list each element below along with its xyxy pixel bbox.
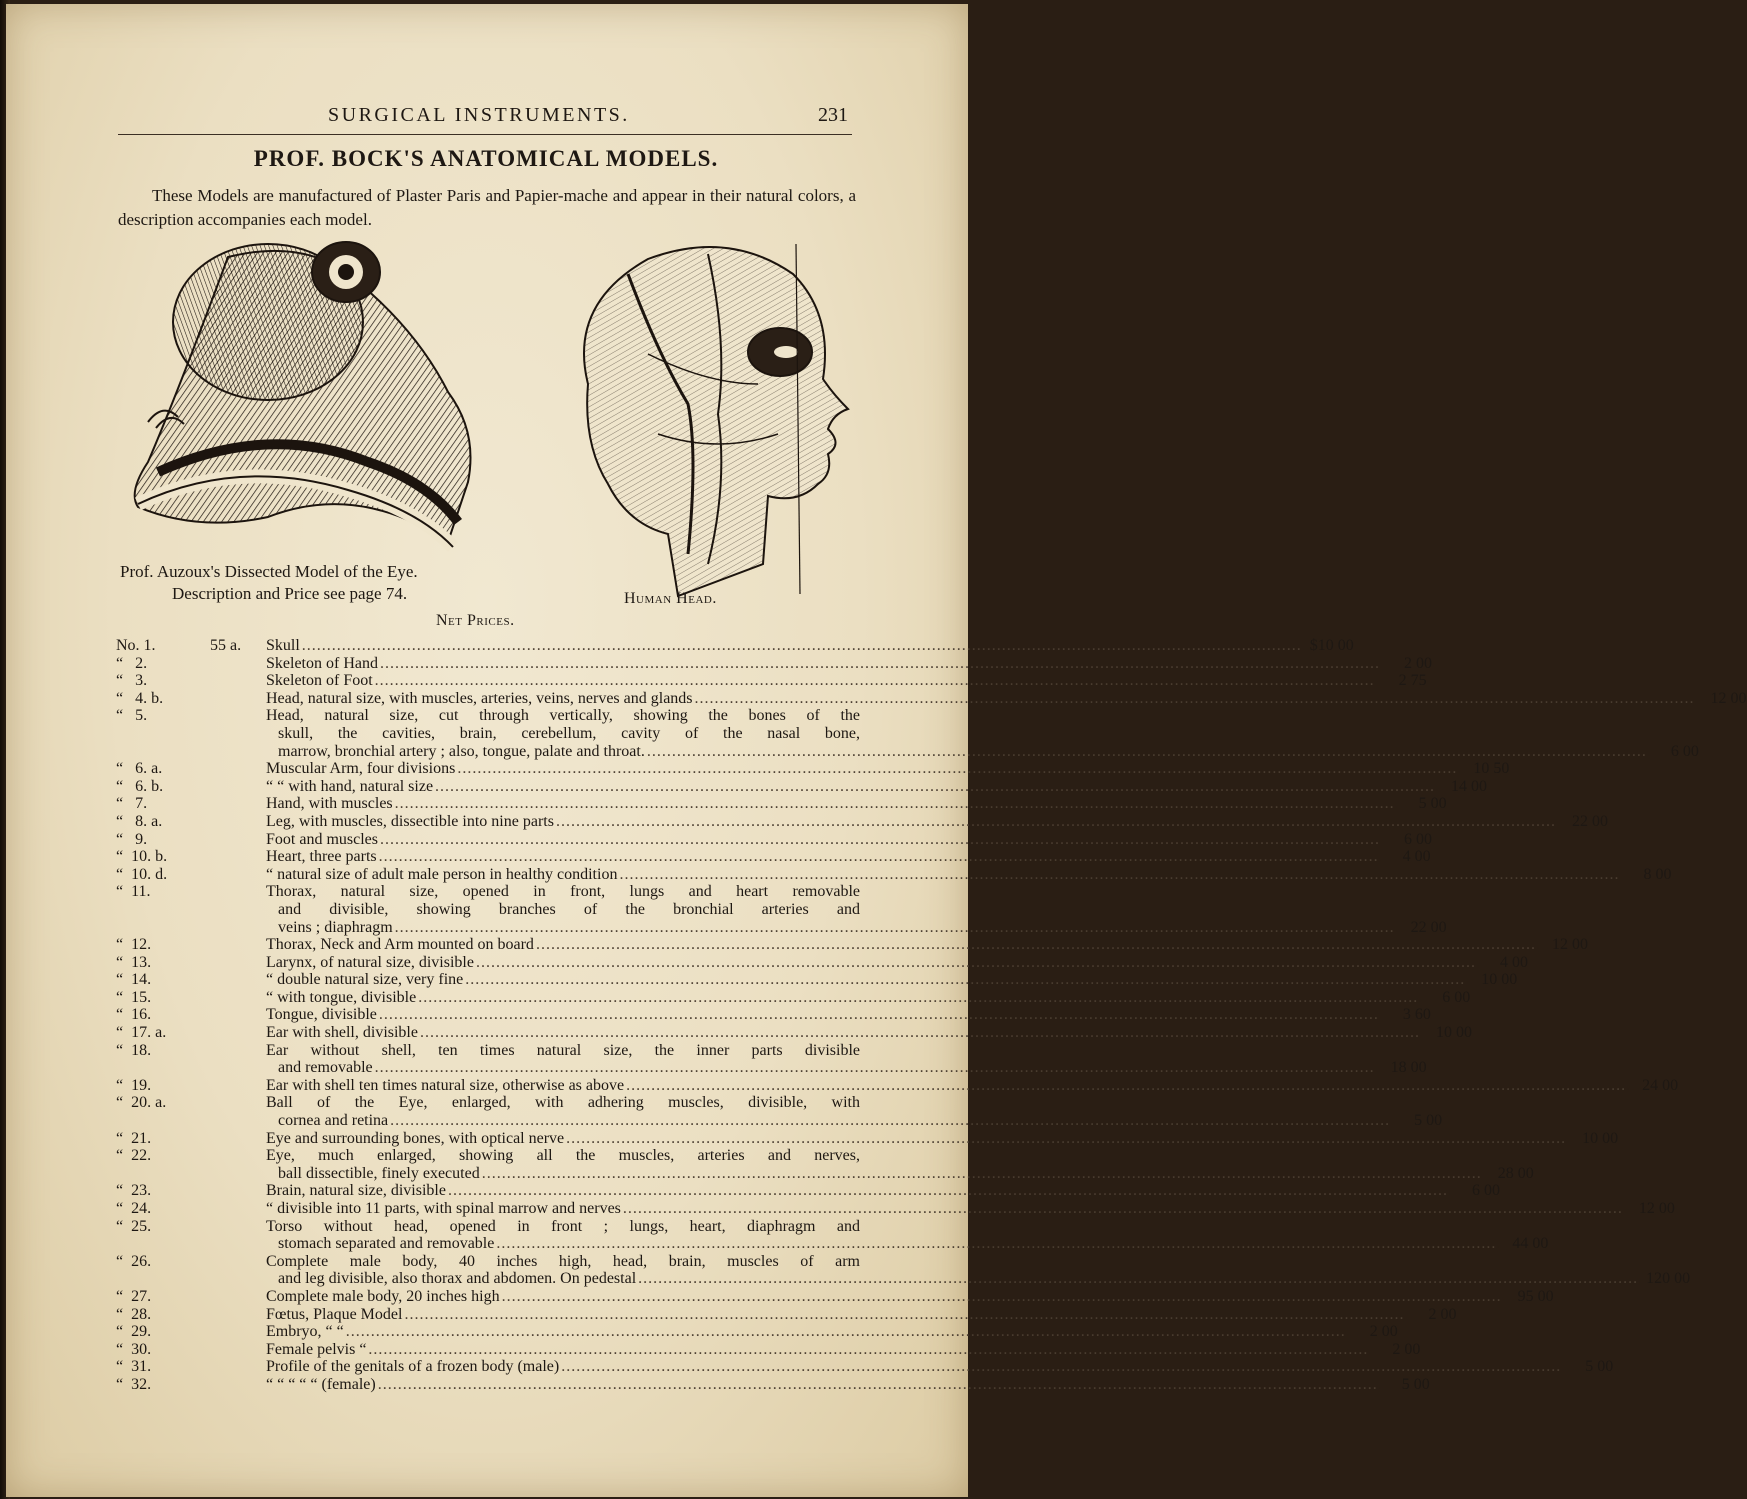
entry-number: No. 1. (116, 637, 156, 654)
entry-number: “ 32. (116, 1375, 152, 1393)
entry-number: “ 11. (116, 883, 151, 901)
entry-description: Brain, natural size, divisible (266, 1182, 446, 1200)
entry-price: 2 00 (1392, 1340, 1421, 1358)
entry-description: and divisible, showing branches of the bronchial arteries and (278, 900, 860, 918)
price-entry (116, 953, 1528, 972)
entry-price: $10 00 (1309, 637, 1354, 654)
dot-leader (465, 971, 1465, 989)
price-entry (116, 1006, 1431, 1024)
price-entry (116, 672, 1427, 690)
price-entry (116, 1323, 1398, 1341)
entry-number: “ 20. a. (116, 1094, 167, 1112)
price-entry (116, 830, 1432, 849)
dot-leader (566, 1130, 1566, 1148)
entry-description: Complete male body, 20 inches high (266, 1287, 500, 1305)
eye-caption-line-1: Prof. Auzoux's Dissected Model of the Eye. (120, 562, 418, 581)
entry-price: 12 00 (1551, 936, 1588, 954)
entry-price: 10 00 (1582, 1129, 1619, 1147)
dot-leader (404, 1306, 1404, 1324)
entry-price: 22 00 (1410, 918, 1447, 936)
entry-description: and removable (278, 1059, 373, 1077)
entry-description: Eye, much enlarged, showing all the muscles, arteries and nerves, (266, 1147, 860, 1165)
entry-description: Embryo, “ “ (266, 1323, 344, 1341)
dot-leader (346, 1323, 1346, 1341)
entry-price: 5 00 (1414, 1112, 1443, 1130)
dot-leader (638, 1270, 1638, 1288)
price-entry (116, 1375, 1430, 1394)
entry-number: “ 2. (116, 654, 148, 672)
price-entry (116, 795, 1447, 813)
entry-price: 18 00 (1390, 1059, 1427, 1077)
entry-price: 10 00 (1435, 1024, 1472, 1042)
entry-price: 12 00 (1638, 1200, 1675, 1217)
entry-price: 6 00 (1404, 830, 1432, 848)
dot-leader (418, 989, 1418, 1007)
dot-leader (695, 690, 1695, 708)
entry-number: “ 23. (116, 1182, 152, 1200)
entry-number: “ 10. d. (116, 865, 168, 883)
entry-number: “ 7. (116, 795, 148, 813)
entry-number: “ 10. b. (116, 848, 168, 866)
dot-leader (375, 1059, 1375, 1077)
entry-price: 14 00 (1451, 777, 1488, 795)
entry-description: cornea and retina (278, 1112, 389, 1130)
header-rule (118, 134, 852, 135)
entry-price: 3 60 (1402, 1006, 1431, 1024)
dot-leader (502, 1288, 1502, 1306)
entry-price: 6 00 (1670, 742, 1699, 760)
price-entry (116, 689, 1747, 708)
entry-number: “ 29. (116, 1323, 152, 1341)
price-entry (116, 654, 1432, 673)
entry-description: Thorax, natural size, opened in front, lungs and heart removable (266, 883, 860, 901)
entry-number: “ 5. (116, 707, 148, 725)
entry-number: “ 19. (116, 1076, 152, 1094)
entry-number: “ 26. (116, 1252, 152, 1270)
entry-number: “ 21. (116, 1129, 152, 1147)
price-entry (116, 883, 1447, 936)
dot-leader (378, 1376, 1378, 1394)
page-number: 231 (818, 104, 848, 126)
entry-description: “ “ “ “ “ (female) (266, 1375, 376, 1393)
dot-leader (435, 778, 1435, 796)
entry-number: “ 15. (116, 988, 152, 1006)
dot-leader (368, 1341, 1368, 1359)
entry-description: “ natural size of adult male person in healthy condition (266, 865, 618, 883)
running-head-title: SURGICAL INSTRUMENTS. (328, 104, 630, 126)
entry-price: 120 00 (1646, 1270, 1691, 1288)
human-head-illustration (558, 234, 860, 596)
entry-description: ball dissectible, finely executed (278, 1164, 480, 1182)
entry-price: 5 00 (1401, 1375, 1430, 1393)
dot-leader (647, 743, 1647, 761)
dot-leader (380, 831, 1380, 849)
entry-price: 24 00 (1642, 1076, 1679, 1094)
price-entry (116, 1094, 1443, 1130)
entry-number: “ 8. a. (116, 812, 163, 830)
entry-number: “ 16. (116, 1006, 152, 1024)
entry-number: “ 25. (116, 1217, 152, 1235)
dot-leader (395, 795, 1395, 813)
entry-price: 4 00 (1499, 953, 1528, 971)
entry-description: “ “ with hand, natural size (266, 777, 434, 795)
dot-leader (390, 1112, 1390, 1130)
price-entry (116, 707, 1699, 760)
entry-price: 10 00 (1481, 971, 1518, 989)
entry-price: 5 00 (1418, 795, 1447, 813)
entry-description: and leg divisible, also thorax and abdomen. On pedestal (278, 1270, 637, 1288)
net-prices-heading: Net Prices. (436, 612, 515, 629)
entry-number: “ 18. (116, 1041, 152, 1059)
entry-description: “ double natural size, very fine (266, 971, 464, 989)
dot-leader (375, 672, 1375, 690)
entry-price: 5 00 (1585, 1358, 1614, 1376)
eye-caption-line-2: Description and Price see page 74. (172, 584, 408, 603)
entry-number: “ 14. (116, 971, 152, 989)
entry-number: “ 3. (116, 672, 148, 690)
dot-leader (448, 1182, 1448, 1200)
entry-description: Skeleton of Foot (266, 672, 373, 690)
price-list (116, 637, 1747, 1394)
entry-description: Head, natural size, cut through vertically, showing the bones of the (266, 707, 860, 725)
entry-number: “ 6. a. (116, 760, 163, 778)
entry-description: Larynx, of natural size, divisible (266, 953, 474, 971)
entry-description: Ear with shell ten times natural size, otherwise as above (266, 1076, 625, 1094)
entry-description: Eye and surrounding bones, with optical nerve (266, 1129, 565, 1147)
price-entry (116, 812, 1608, 831)
entry-number: “ 4. b. (116, 689, 164, 707)
dot-leader (379, 1006, 1379, 1024)
dot-leader (536, 936, 1536, 954)
price-entry (116, 1358, 1614, 1376)
entry-description: Skeleton of Hand (266, 654, 378, 672)
price-entry (116, 777, 1488, 796)
entry-number: “ 28. (116, 1305, 152, 1323)
price-entry (116, 865, 1672, 884)
entry-price: 10 50 (1473, 760, 1510, 778)
entry-price: 6 00 (1442, 988, 1471, 1006)
price-entry (116, 1024, 1472, 1042)
dot-leader (380, 655, 1380, 673)
entry-description: Heart, three parts (266, 848, 377, 866)
entry-description: Leg, with muscles, dissectible into nine parts (266, 812, 554, 830)
entry-price: 2 00 (1428, 1305, 1457, 1323)
price-entry (116, 988, 1471, 1007)
entry-description: Tongue, divisible (266, 1006, 377, 1024)
entry-description: Head, natural size, with muscles, arteries, veins, nerves and glands (266, 689, 693, 707)
price-entry (116, 1217, 1549, 1253)
dot-leader (482, 1165, 1482, 1183)
entry-reference: 55 a. (210, 637, 242, 654)
price-entry (116, 1076, 1679, 1095)
entry-description: marrow, bronchial artery ; also, tongue, palate and throat. (278, 742, 645, 760)
dot-leader (561, 1358, 1561, 1376)
entry-price: 95 00 (1517, 1287, 1554, 1305)
entry-price: 2 00 (1403, 654, 1432, 672)
entry-description: Fœtus, Plaque Model (266, 1305, 403, 1323)
dot-leader (457, 760, 1457, 778)
entry-number: “ 22. (116, 1147, 152, 1165)
entry-price: 8 00 (1643, 865, 1672, 883)
entry-description: Foot and muscles (266, 830, 378, 848)
entry-description: Ear with shell, divisible (266, 1024, 418, 1042)
entry-description: Ear without shell, ten times natural size, the inner parts divisible (266, 1041, 860, 1059)
entry-description: Ball of the Eye, enlarged, with adhering muscles, divisible, with (266, 1094, 860, 1112)
price-entry (116, 1287, 1554, 1306)
entry-description: Profile of the genitals of a frozen body (male) (266, 1358, 560, 1376)
price-entry (116, 1340, 1421, 1359)
dot-leader (420, 1024, 1420, 1042)
entry-description: Torso without head, opened in front ; lungs, heart, diaphragm and (266, 1217, 860, 1235)
entry-number: “ 31. (116, 1358, 152, 1376)
price-entry (116, 1305, 1457, 1324)
price-entry (116, 1041, 1427, 1077)
entry-number: “ 27. (116, 1287, 152, 1305)
entry-price: 22 00 (1571, 812, 1608, 830)
entry-description: “ divisible into 11 parts, with spinal marrow and nerves (266, 1200, 621, 1217)
entry-number: “ 13. (116, 953, 152, 971)
price-entry (116, 1200, 1675, 1218)
entry-description: veins ; diaphragm (278, 918, 393, 936)
entry-number: “ 30. (116, 1340, 152, 1358)
dot-leader (476, 954, 1476, 972)
entry-number: “ 17. a. (116, 1024, 167, 1042)
entry-price: 12 00 (1710, 689, 1747, 707)
dot-leader (626, 1077, 1626, 1095)
eye-model-illustration (118, 242, 500, 560)
price-entry (116, 936, 1588, 954)
entry-price: 2 00 (1369, 1323, 1398, 1341)
dot-leader (623, 1200, 1623, 1218)
entry-description: stomach separated and removable (278, 1235, 495, 1253)
entry-price: 4 00 (1402, 848, 1431, 866)
entry-description: Hand, with muscles (266, 795, 393, 813)
entry-description: Female pelvis “ (266, 1340, 367, 1358)
price-entry (116, 760, 1510, 778)
price-entry (116, 848, 1431, 866)
entry-description: Skull (266, 637, 300, 654)
price-entry (116, 1182, 1500, 1200)
entry-price: 28 00 (1497, 1164, 1534, 1182)
entry-price: 6 00 (1471, 1182, 1500, 1200)
entry-description: Muscular Arm, four divisions (266, 760, 456, 778)
price-entry (116, 1129, 1619, 1148)
entry-description: Thorax, Neck and Arm mounted on board (266, 936, 534, 954)
dot-leader (619, 866, 1619, 884)
entry-description: “ with tongue, divisible (266, 988, 417, 1006)
dot-leader (395, 919, 1395, 937)
price-entry (116, 1252, 1691, 1288)
running-head (118, 104, 852, 132)
dot-leader (496, 1235, 1496, 1253)
head-caption: Human Head. (624, 590, 717, 607)
entry-description: Complete male body, 40 inches high, head, brain, muscles of arm (266, 1252, 860, 1270)
dot-leader (379, 848, 1379, 866)
entry-number: “ 24. (116, 1200, 152, 1217)
entry-number: “ 9. (116, 830, 148, 848)
entry-number: “ 12. (116, 936, 152, 954)
dot-leader (556, 813, 1556, 831)
entry-price: 2 75 (1398, 672, 1427, 690)
entry-number: “ 6. b. (116, 777, 164, 795)
intro-paragraph: These Models are manufactured of Plaster Paris and Papier-mache and appear in their natural colors, a description accompanies each model. (118, 186, 856, 229)
page-title: PROF. BOCK'S ANATOMICAL MODELS. (253, 146, 719, 171)
dot-leader (302, 637, 1302, 655)
entry-price: 44 00 (1512, 1235, 1549, 1253)
price-entry (116, 1147, 1534, 1182)
entry-description: skull, the cavities, brain, cerebellum, cavity of the nasal bone, (278, 724, 860, 742)
price-entry (116, 637, 1354, 655)
price-entry (116, 971, 1518, 989)
